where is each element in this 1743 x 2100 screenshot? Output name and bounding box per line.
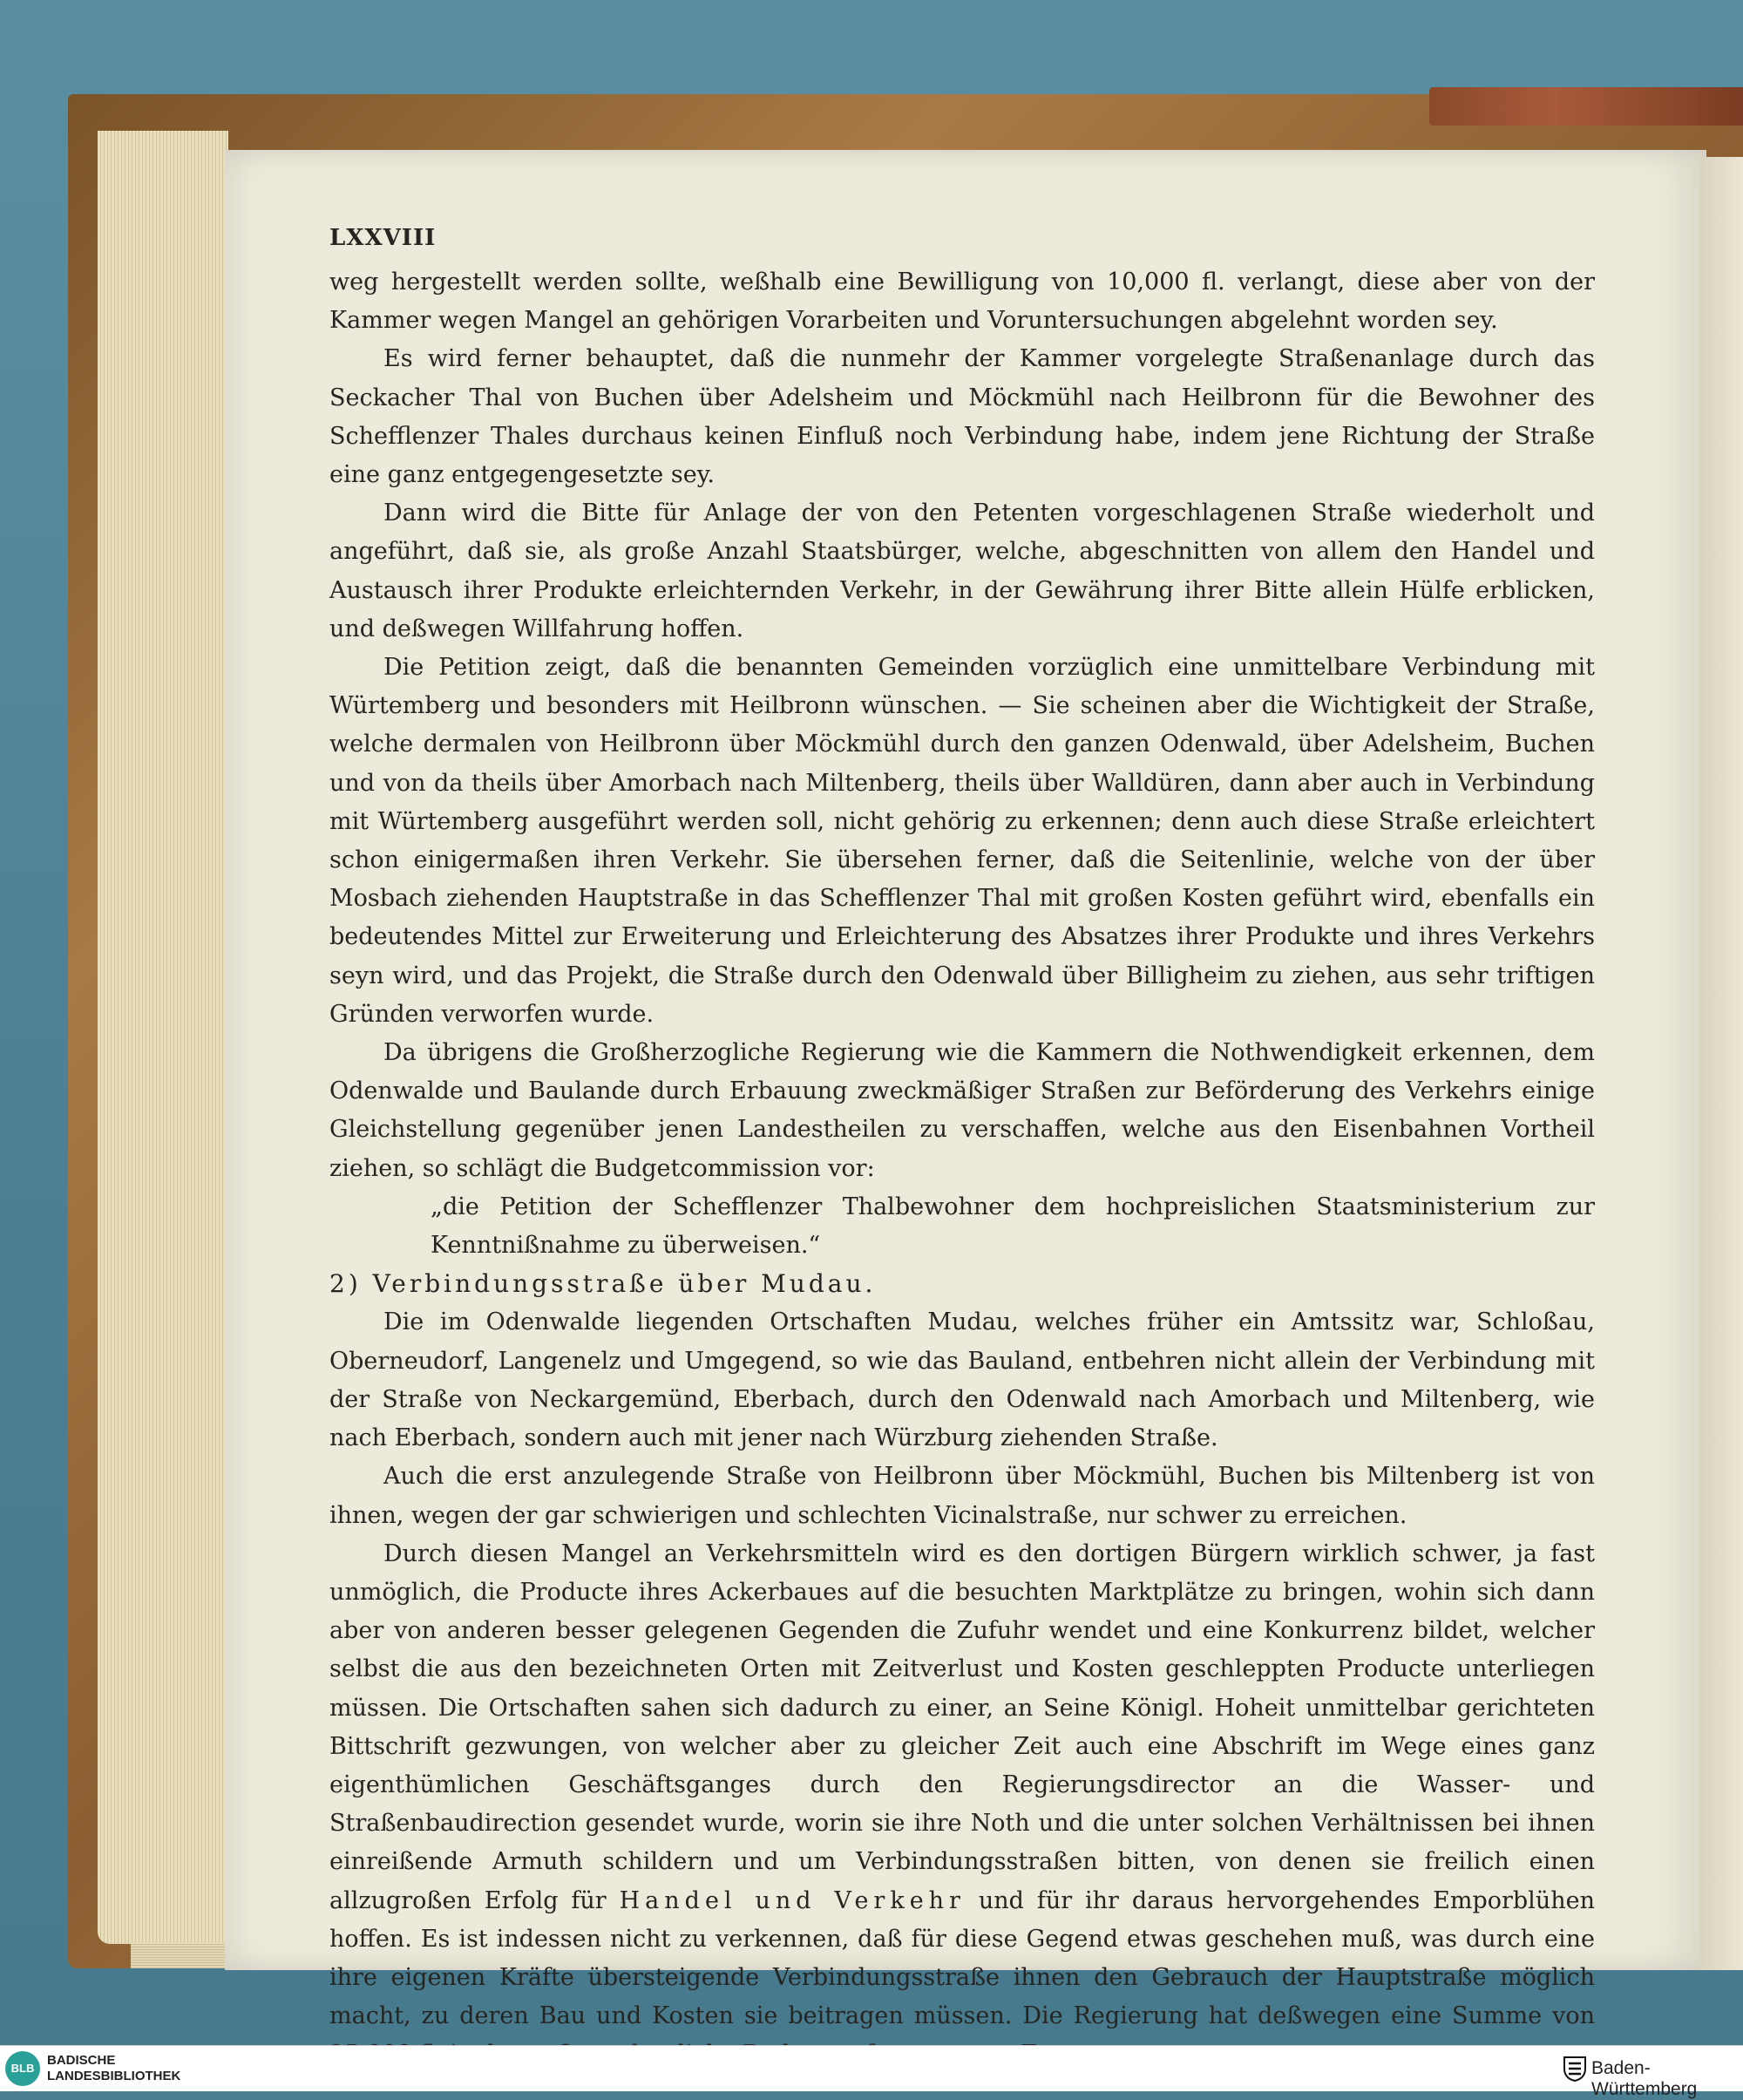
page-number: LXXVIII: [329, 225, 437, 251]
library-name-line-1: BADISCHE: [47, 2053, 116, 2068]
paragraph-7: Auch die erst anzulegende Straße von Heilbronn über Möckmühl, Buchen bis Miltenberg ist von ihnen, wegen der gar schwierigen und schlechten Vicinalstraße, nur schwer zu erreichen.: [329, 1463, 1595, 1529]
paragraph-8-part-1: Durch diesen Mangel an Verkehrsmitteln wird es den dortigen Bürgern wirklich schwer, ja fast unmöglich, die Producte ihres Ackerbaues auf die besuchten Marktplätze zu bringen, wohin sich dann aber von anderen besser gelegenen Gegenden die Zufuhr wendet und eine Konkurrenz bildet, welcher selbst die aus den bezeichneten Orten mit Zeitverlust und Kosten geschleppten Producte unterliegen müssen. Die Ortschaften sahen sich dadurch zu einer, an Seine Königl. Hoheit unmittelbar gerichteten Bittschrift gezwungen, von welcher aber zu gleicher Zeit auch eine Abschrift im Wege eines ganz eigenthümlichen Geschäftsganges durch den Regierungsdirector an die Wasser- und Straßenbaudirection gesendet wurde, worin sie ihre Noth und die unter solchen Verhältnissen bei ihnen einreißende Armuth schildern und um Verbindungsstraßen bitten, von denen sie freilich einen allzugroßen Erfolg für: [329, 1539, 1595, 1914]
paragraph-2: Es wird ferner behauptet, daß die nunmehr der Kammer vorgelegte Straßenanlage durch das Seckacher Thal von Buchen über Adelsheim und Möckmühl nach Heilbronn für die Bewohner des Schefflenzer Thales durchaus keinen Einfluß noch Verbindung habe, indem jene Richtung der Straße eine ganz entgegengesetzte sey.: [329, 345, 1595, 489]
paragraph-4: Die Petition zeigt, daß die benannten Gemeinden vorzüglich eine unmittelbare Verbindung mit Würtemberg und besonders mit Heilbronn wünschen. — Sie scheinen aber die Wichtigkeit der Straße, welche dermalen von Heilbronn über Möckmühl durch den ganzen Odenwald, über Adelsheim, Buchen und von da theils über Amorbach nach Miltenberg, theils über Walldüren, dann aber auch in Verbindung mit Würtemberg ausgeführt werden soll, nicht gehörig zu erkennen; denn auch diese Straße erleichtert schon einigermaßen ihren Verkehr. Sie übersehen ferner, daß die Seitenlinie, welche von der über Mosbach ziehenden Hauptstraße in das Schefflenzer Thal mit großen Kosten geführt wird, ebenfalls ein bedeutendes Mittel zur Erweiterung und Erleichterung des Absatzes ihrer Produkte und ihres Verkehrs seyn wird, und das Projekt, die Straße durch den Odenwald über Billigheim zu ziehen, aus sehr triftigen Gründen verworfen wurde.: [329, 654, 1595, 1028]
book-spine-band: [1429, 87, 1743, 126]
paragraph-5: Da übrigens die Großherzogliche Regierung wie die Kammern die Nothwendigkeit erkennen, dem Odenwalde und Baulande durch Erbauung zweckmäßiger Straßen zur Beförderung des Verkehrs einige Gleichstellung gegenüber jenen Landestheilen zu verschaffen, welche aus den Eisenbahnen Vortheil ziehen, so schlägt die Budgetcommission vor:: [329, 1039, 1595, 1182]
attribution-bar: [0, 2045, 1743, 2099]
paragraph-6: Die im Odenwalde liegenden Ortschaften Mudau, welches früher ein Amtssitz war, Schloßau, Oberneudorf, Langenelz und Umgegend, so wie das Bauland, entbehren nicht allein der Verbindung mit der Straße von Neckargemünd, Eberbach, durch den Odenwald nach Amorbach und Miltenberg, wie nach Eberbach, sondern auch mit jener nach Würzburg ziehenden Straße.: [329, 1308, 1595, 1452]
blb-logo-icon[interactable]: BLB: [5, 2051, 40, 2086]
library-name[interactable]: [47, 2053, 180, 2084]
paragraph-8: [329, 1535, 1595, 2075]
paragraph-3: Dann wird die Bitte für Anlage der von den Petenten vorgeschlagenen Straße wiederholt und angeführt, daß sie, als große Anzahl Staatsbürger, welche, abgeschnitten von allem den Handel und Austausch ihrer Produkte erleichternden Verkehr, in der Gewährung ihrer Bitte allein Hülfe erblicken, und deßwegen Willfahrung hoffen.: [329, 500, 1595, 642]
library-name-line-2: LANDESBIBLIOTHEK: [47, 2069, 181, 2083]
section-heading: 2) Verbindungsstraße über Mudau.: [329, 1269, 877, 1299]
emphasis-handel-und-verkehr: Handel und Verkehr: [619, 1886, 966, 1914]
coat-of-arms-icon[interactable]: [1562, 2055, 1588, 2083]
state-name[interactable]: Baden-Württemberg: [1591, 2058, 1698, 2099]
paragraph-8-part-2: und für ihr daraus hervorgehendes Emporblühen hoffen. Es ist indessen nicht zu verkennen, daß für diese Gegend etwas geschehen muß, was durch eine ihre eigenen Kräfte übersteigende Verbindungsstraße ihnen den Gebrauch der Hauptstraße möglich macht, zu deren Bau und Kosten sie beitragen müssen. Die Regierung hat deßwegen eine Summe von: [329, 1886, 1595, 2030]
paragraph-1: weg hergestellt werden sollte, weßhalb eine Bewilligung von 10,000 fl. verlangt, diese aber von der Kammer wegen Mangel an gehörigen Vorarbeiten und Voruntersuchungen abgelehnt worden sey.: [329, 268, 1595, 335]
page-edges: [98, 131, 228, 1944]
proposal-quote: „die Petition der Schefflenzer Thalbewohner dem hochpreislichen Staatsministerium zur Kenntnißnahme zu überweisen.“: [431, 1193, 1595, 1260]
page-text: [329, 263, 1595, 2075]
facing-page-edge: [1699, 157, 1743, 1970]
